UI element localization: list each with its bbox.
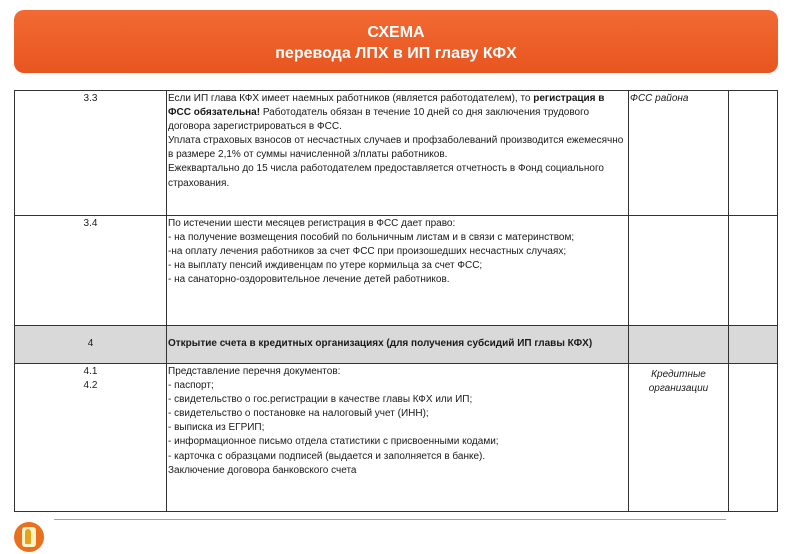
row-number: 4.1 4.2	[15, 364, 167, 512]
table-row-section	[15, 326, 778, 364]
row-organization	[629, 216, 729, 326]
row-number: 3.4	[15, 216, 167, 326]
title-banner	[14, 10, 778, 73]
logo-icon	[14, 522, 44, 552]
title-line-1: СХЕМА	[367, 24, 425, 41]
row-organization	[629, 326, 729, 364]
table-row	[15, 216, 778, 326]
scheme-table	[14, 90, 778, 512]
row-description: Представление перечня документов: - паспорт; - свидетельство о гос.регистрации в качестве главы КФХ или ИП; - свидетельство о постановке на налоговый учет (ИНН); - выписка из ЕГРИП; - информационное письмо отдела статистики с присвоенными кодами; - карточка с образцами подписей (выдается и заполняется в банке). Заключение договора банковского счета	[167, 364, 629, 512]
row-number: 3.3	[15, 91, 167, 216]
leaf-icon	[25, 529, 31, 544]
row-number: 4	[15, 326, 167, 364]
row-empty-cell	[729, 91, 778, 216]
row-organization: Кредитные организации	[629, 364, 729, 512]
row-organization: ФСС района	[629, 91, 729, 216]
title-line-2: перевода ЛПХ в ИП главу КФХ	[275, 45, 517, 62]
footer-divider	[54, 519, 726, 520]
row-description: По истечении шести месяцев регистрация в ФСС дает право: - на получение возмещения пособий по больничным листам и в связи с материнством; -на оплату лечения работников за счет ФСС при произошедших несчастных случаях; - на выплату пенсий иждивенцам по утере кормильца за счет ФСС; - на санаторно-оздоровительное лечение детей работников.	[167, 216, 629, 326]
row-description: Открытие счета в кредитных организациях (для получения субсидий ИП главы КФХ)	[167, 326, 629, 364]
row-description: Если ИП глава КФХ имеет наемных работников (является работодателем), то регистрация в ФСС обязательна! Работодатель обязан в течение 10 дней со дня заключения трудового договора зарегистрироваться в ФСС. Уплата страховых взносов от несчастных случаев и профзаболеваний производится ежемесячно в размере 2,1% от суммы начисленной з/платы работников. Ежеквартально до 15 числа работодателем предоставляется отчетность в Фонд социального страхования.	[167, 91, 629, 216]
table-row	[15, 364, 778, 512]
row-empty-cell	[729, 216, 778, 326]
row-empty-cell	[729, 364, 778, 512]
row-empty-cell	[729, 326, 778, 364]
table-row	[15, 91, 778, 216]
